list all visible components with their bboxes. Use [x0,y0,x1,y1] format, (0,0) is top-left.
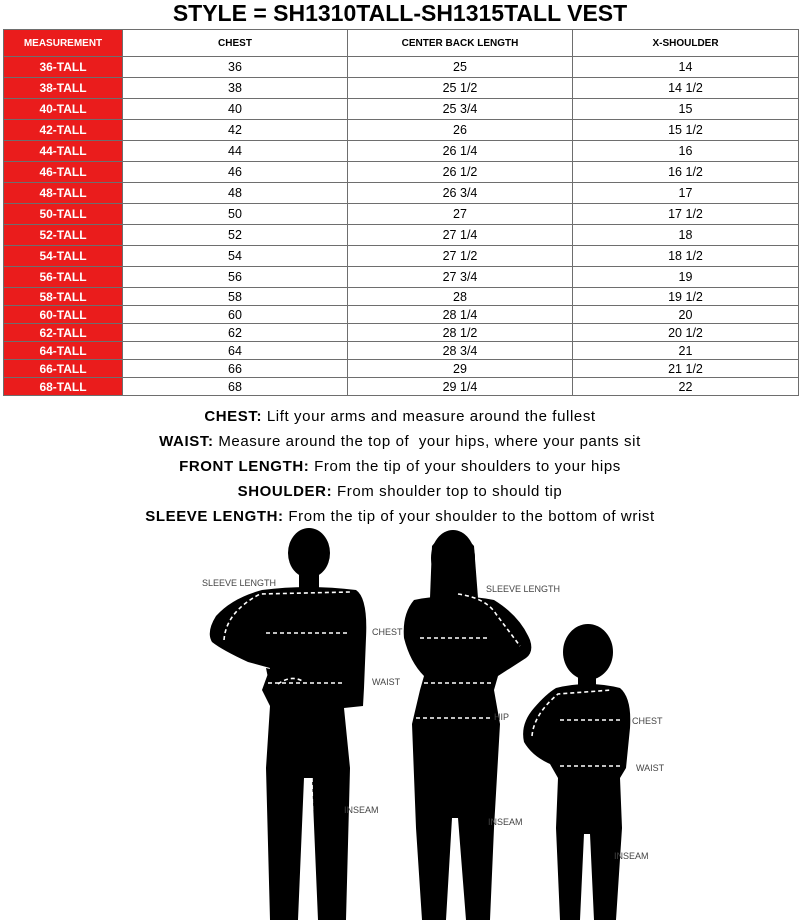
cell-chest: 62 [123,324,348,342]
cell-size: 60-TALL [4,306,123,324]
cell-center-back-length: 26 [348,120,573,141]
instruction-text: From shoulder top to should tip [332,483,563,500]
instruction-line [0,479,800,504]
cell-chest: 40 [123,99,348,120]
instruction-text: From the tip of your shoulders to your hips [309,458,621,475]
measuring-instructions [0,404,800,529]
cell-chest: 42 [123,120,348,141]
cell-x-shoulder: 16 [573,141,799,162]
cell-size: 42-TALL [4,120,123,141]
cell-x-shoulder: 18 1/2 [573,246,799,267]
cell-chest: 54 [123,246,348,267]
table-row [4,120,799,141]
cell-center-back-length: 27 3/4 [348,267,573,288]
instruction-text: Lift your arms and measure around the fullest [262,408,596,425]
cell-x-shoulder: 15 [573,99,799,120]
child-silhouette [523,624,630,920]
table-row [4,225,799,246]
table-row [4,162,799,183]
cell-center-back-length: 25 [348,57,573,78]
instruction-line [0,504,800,529]
table-row [4,267,799,288]
cell-center-back-length: 26 3/4 [348,183,573,204]
woman-hip-label: HIP [494,712,510,722]
cell-size: 52-TALL [4,225,123,246]
instruction-text: From the tip of your shoulder to the bottom of wrist [283,508,655,525]
cell-center-back-length: 28 [348,288,573,306]
cell-size: 56-TALL [4,267,123,288]
cell-chest: 36 [123,57,348,78]
header-center-back-length: CENTER BACK LENGTH [348,30,573,57]
cell-x-shoulder: 21 [573,342,799,360]
table-row [4,183,799,204]
cell-chest: 56 [123,267,348,288]
body-silhouettes [0,528,800,922]
cell-size: 54-TALL [4,246,123,267]
table-row [4,204,799,225]
instruction-term: CHEST: [204,408,263,425]
cell-size: 58-TALL [4,288,123,306]
man-inseam-label: INSEAM [344,805,379,815]
man-waist-label: WAIST [372,677,401,687]
header-chest: CHEST [123,30,348,57]
table-row [4,360,799,378]
woman-inseam-label: INSEAM [488,817,523,827]
cell-x-shoulder: 19 [573,267,799,288]
cell-center-back-length: 25 3/4 [348,99,573,120]
cell-x-shoulder: 14 [573,57,799,78]
cell-center-back-length: 28 3/4 [348,342,573,360]
instruction-line [0,429,800,454]
cell-size: 64-TALL [4,342,123,360]
cell-chest: 52 [123,225,348,246]
cell-chest: 38 [123,78,348,99]
cell-chest: 44 [123,141,348,162]
instruction-term: WAIST: [159,433,214,450]
cell-size: 38-TALL [4,78,123,99]
table-row [4,342,799,360]
cell-chest: 50 [123,204,348,225]
cell-size: 68-TALL [4,378,123,396]
instruction-term: FRONT LENGTH: [179,458,310,475]
man-chest-label: CHEST [372,627,403,637]
cell-x-shoulder: 16 1/2 [573,162,799,183]
cell-x-shoulder: 19 1/2 [573,288,799,306]
table-row [4,99,799,120]
table-header-row [4,30,799,57]
cell-chest: 66 [123,360,348,378]
instruction-text: Measure around the top of your hips, where your pants sit [213,433,641,450]
man-sleeve-length-label: SLEEVE LENGTH [202,578,277,588]
child-waist-label: WAIST [636,763,665,773]
instruction-line [0,404,800,429]
cell-x-shoulder: 21 1/2 [573,360,799,378]
cell-size: 40-TALL [4,99,123,120]
cell-x-shoulder: 18 [573,225,799,246]
page-title: STYLE = SH1310TALL-SH1315TALL VEST [172,0,628,26]
cell-size: 36-TALL [4,57,123,78]
cell-size: 46-TALL [4,162,123,183]
table-row [4,246,799,267]
cell-center-back-length: 25 1/2 [348,78,573,99]
table-body [4,57,799,396]
table-row [4,57,799,78]
cell-center-back-length: 29 1/4 [348,378,573,396]
cell-center-back-length: 28 1/4 [348,306,573,324]
woman-sleeve-length-label: SLEEVE LENGTH [486,584,561,594]
cell-chest: 68 [123,378,348,396]
instruction-line [0,454,800,479]
table-row [4,306,799,324]
cell-center-back-length: 27 1/4 [348,225,573,246]
instruction-term: SHOULDER: [237,483,333,500]
table-row [4,78,799,99]
cell-x-shoulder: 15 1/2 [573,120,799,141]
cell-chest: 60 [123,306,348,324]
cell-x-shoulder: 22 [573,378,799,396]
cell-size: 66-TALL [4,360,123,378]
cell-center-back-length: 29 [348,360,573,378]
measurement-figures [0,528,800,922]
cell-chest: 64 [123,342,348,360]
child-inseam-label: INSEAM [614,851,649,861]
cell-size: 50-TALL [4,204,123,225]
table-row [4,288,799,306]
table-row [4,324,799,342]
cell-x-shoulder: 14 1/2 [573,78,799,99]
size-chart-table [3,29,799,396]
cell-center-back-length: 26 1/4 [348,141,573,162]
cell-chest: 48 [123,183,348,204]
header-measurement: MEASUREMENT [4,30,123,57]
header-x-shoulder: X-SHOULDER [573,30,799,57]
cell-center-back-length: 27 [348,204,573,225]
cell-size: 62-TALL [4,324,123,342]
cell-x-shoulder: 20 [573,306,799,324]
cell-x-shoulder: 17 1/2 [573,204,799,225]
table-row [4,141,799,162]
child-chest-label: CHEST [632,716,663,726]
cell-center-back-length: 28 1/2 [348,324,573,342]
cell-size: 44-TALL [4,141,123,162]
cell-center-back-length: 27 1/2 [348,246,573,267]
cell-chest: 58 [123,288,348,306]
cell-size: 48-TALL [4,183,123,204]
cell-x-shoulder: 20 1/2 [573,324,799,342]
table-row [4,378,799,396]
cell-x-shoulder: 17 [573,183,799,204]
cell-center-back-length: 26 1/2 [348,162,573,183]
cell-chest: 46 [123,162,348,183]
instruction-term: SLEEVE LENGTH: [145,508,284,525]
